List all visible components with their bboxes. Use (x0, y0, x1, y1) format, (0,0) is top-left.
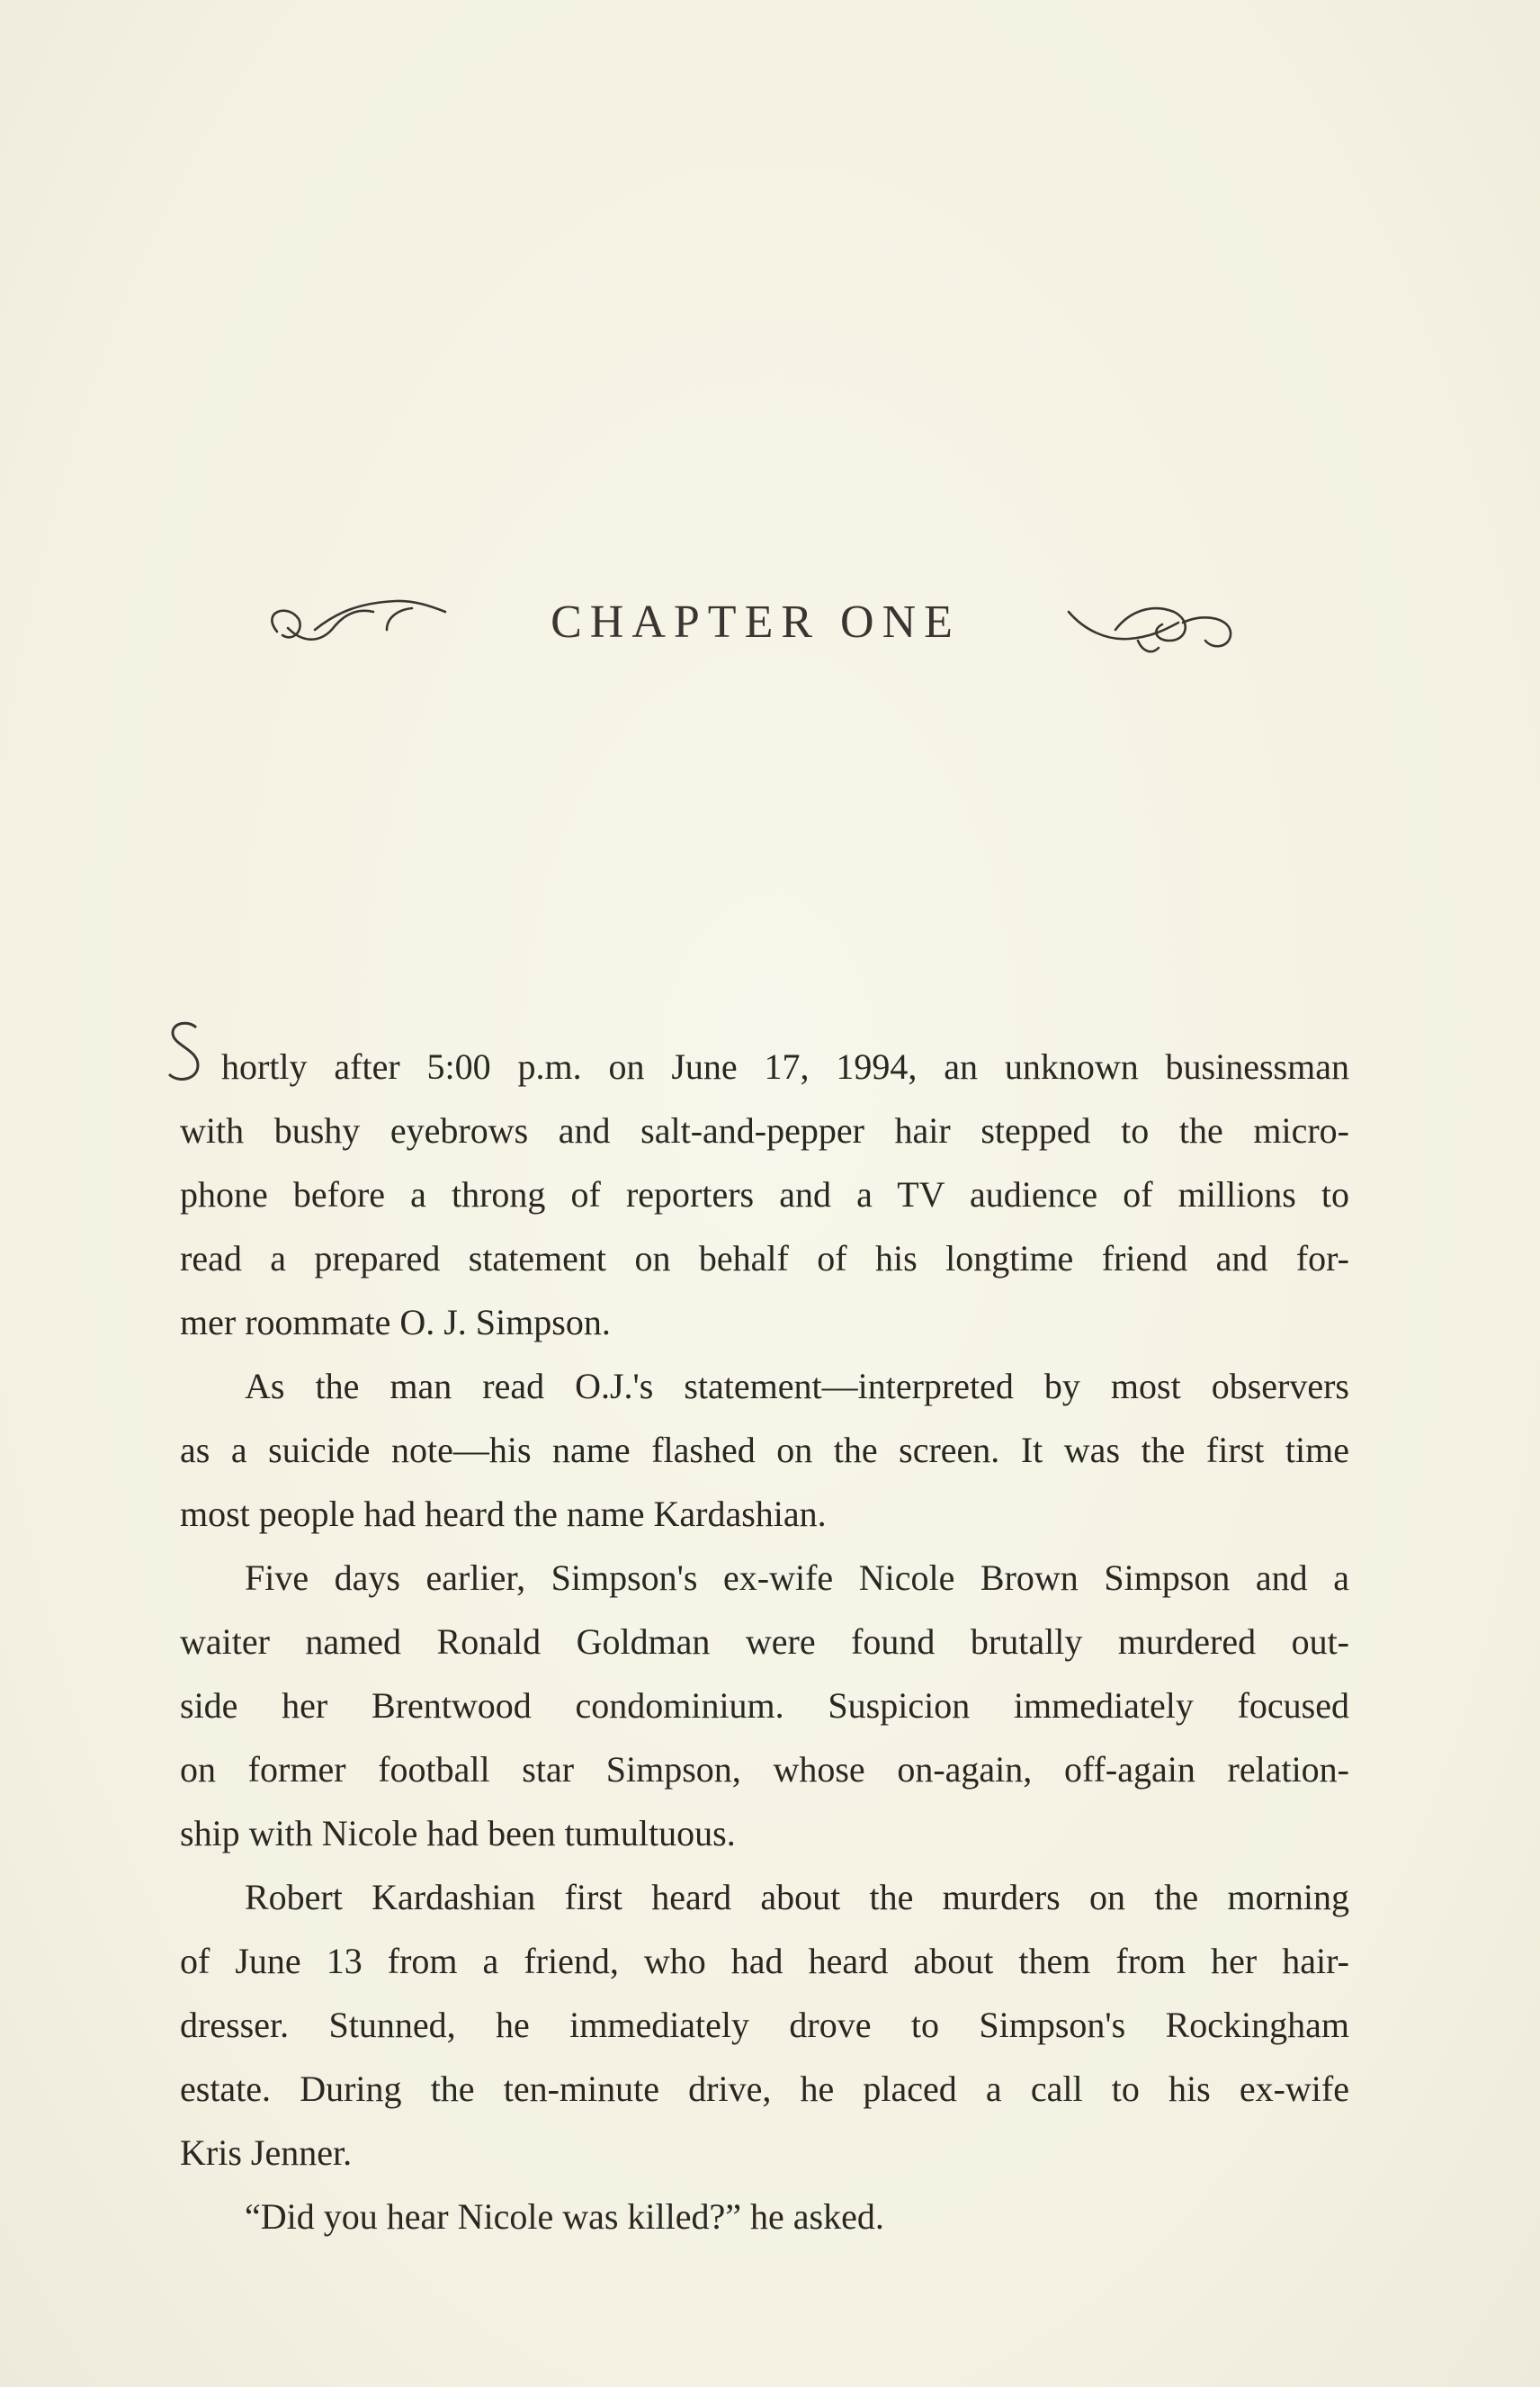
text-line: read a prepared statement on behalf of his longtime friend and for- (180, 1238, 1349, 1279)
text-line: on former football star Simpson, whose on-again, off-again relation- (180, 1749, 1349, 1790)
text-line: dresser. Stunned, he immediately drove to Simpson's Rockingham (180, 2005, 1349, 2045)
text-line: as a suicide note—his name flashed on the screen. It was the first time (180, 1430, 1349, 1470)
text-line: most people had heard the name Kardashian. (180, 1494, 827, 1534)
text-line: with bushy eyebrows and salt-and-pepper hair stepped to the micro- (180, 1110, 1349, 1151)
chapter-heading (252, 576, 1259, 684)
text-line-content: hortly after 5:00 p.m. on June 17, 1994, an unknown businessman (221, 1046, 1349, 1087)
text-line: waiter named Ronald Goldman were found brutally murdered out- (180, 1621, 1349, 1662)
text-line: Robert Kardashian first heard about the murders on the morning (245, 1877, 1349, 1917)
paragraph (180, 1035, 1349, 1354)
paragraph (180, 1354, 1349, 1546)
chapter-title: CHAPTER ONE (551, 597, 961, 648)
paragraph (180, 1865, 1349, 2185)
text-line: of June 13 from a friend, who had heard about them from her hair- (180, 1941, 1349, 1981)
paragraph (180, 2185, 1349, 2248)
text-line: phone before a throng of reporters and a TV audience of millions to (180, 1174, 1349, 1215)
text-line: side her Brentwood condominium. Suspicion immediately focused (180, 1685, 1349, 1726)
text-line: As the man read O.J.'s statement—interpreted by most observers (245, 1366, 1349, 1406)
text-line: Five days earlier, Simpson's ex-wife Nicole Brown Simpson and a (245, 1557, 1349, 1598)
text-line: Kris Jenner. (180, 2132, 353, 2173)
paragraph (180, 1546, 1349, 1865)
text-line: estate. During the ten-minute drive, he placed a call to his ex-wife (180, 2068, 1349, 2109)
text-line: mer roommate O. J. Simpson. (180, 1302, 611, 1342)
drop-cap-s-icon (164, 1019, 205, 1090)
text-line: “Did you hear Nicole was killed?” he asked. (245, 2196, 884, 2237)
body-text (180, 1035, 1349, 2248)
text-line (180, 1035, 1349, 1099)
text-line: ship with Nicole had been tumultuous. (180, 1813, 736, 1853)
